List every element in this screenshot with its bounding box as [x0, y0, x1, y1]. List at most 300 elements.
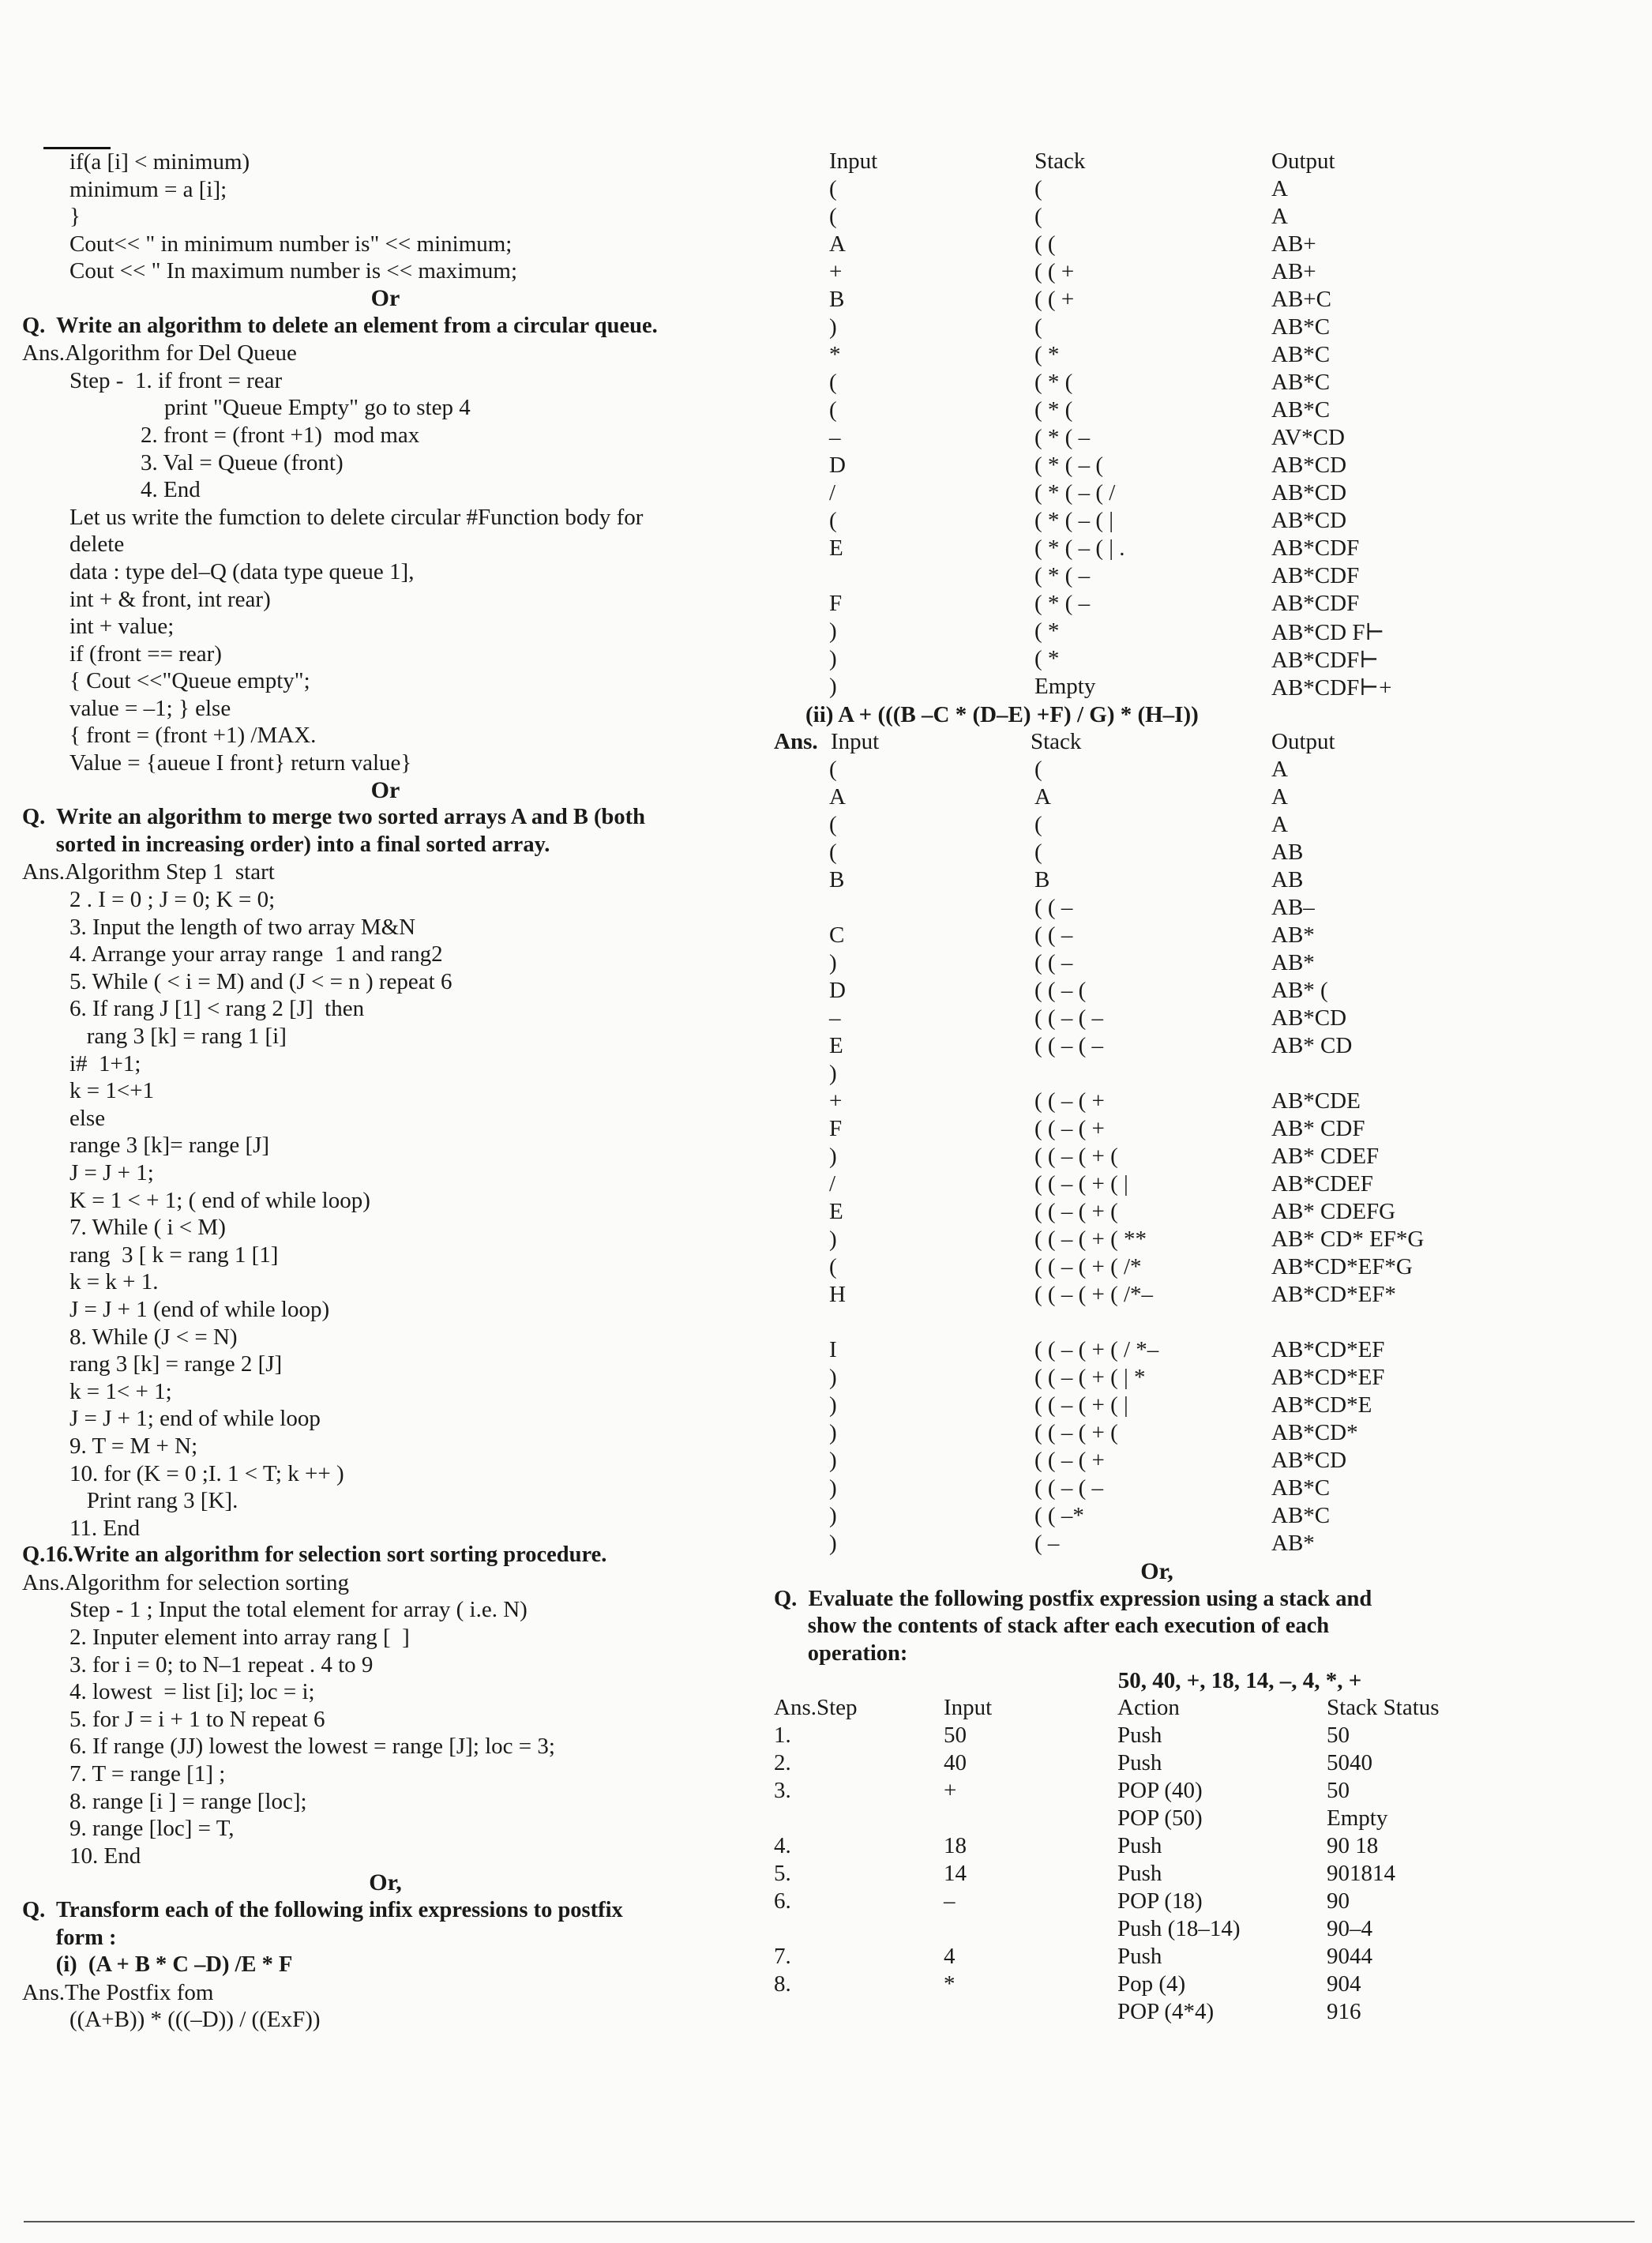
stack-cell: (: [1034, 812, 1042, 837]
answer-label: Ans.: [774, 729, 818, 754]
table-row: [774, 784, 1635, 812]
text-line: 2. Inputer element into array rang [ ]: [69, 1625, 410, 1651]
stack-cell: (: [1034, 840, 1042, 865]
table2-header-output: Output: [1271, 729, 1335, 754]
table3-header-action: Action: [1117, 1695, 1180, 1721]
input-cell: ): [829, 1531, 837, 1556]
text-line: 6. If range (JJ) lowest the lowest = range [J]; loc = 3;: [69, 1734, 555, 1760]
action-cell: POP (40): [1117, 1778, 1203, 1804]
text-line: 11. End: [69, 1515, 141, 1541]
output-cell: A: [1271, 176, 1288, 201]
output-cell: AB* CDEF: [1271, 1144, 1380, 1169]
stack-status-cell: 90 18: [1327, 1833, 1379, 1859]
text-line: Cout << " In maximum number is << maximum;: [69, 258, 518, 284]
input-cell: /: [829, 480, 836, 505]
table-row: [774, 1916, 1635, 1944]
table-row: [774, 1088, 1635, 1116]
input-cell: (: [829, 204, 837, 229]
input-cell: –: [944, 1888, 956, 1914]
text-line: 3. for i = 0; to N–1 repeat . 4 to 9: [69, 1651, 374, 1678]
stack-cell: A: [1034, 784, 1051, 810]
stack-cell: ( * ( – ( |: [1034, 508, 1114, 533]
stack-cell: ( * ( – ( | .: [1034, 535, 1125, 561]
output-cell: AB: [1271, 840, 1304, 865]
input-cell: (: [829, 812, 837, 837]
input-cell: D: [829, 453, 846, 478]
output-cell: AB+C: [1271, 287, 1331, 312]
input-cell: 4: [944, 1944, 956, 1970]
text-line: Let us write the fumction to delete circular #Function body for: [69, 504, 644, 530]
input-cell: ): [829, 1475, 837, 1501]
text-line: if(a [i] < minimum): [69, 149, 250, 175]
text-line: int + & front, int rear): [69, 586, 271, 612]
input-cell: ): [829, 1061, 837, 1086]
table1-header-input: Input: [829, 148, 878, 174]
table-row: [774, 618, 1635, 646]
text-line: k = 1< + 1;: [69, 1378, 172, 1404]
table-row: [774, 1144, 1635, 1171]
input-cell: ): [829, 646, 837, 671]
text-line: J = J + 1;: [69, 1159, 154, 1185]
step-cell: 6.: [774, 1888, 791, 1914]
expression-ii: (ii) A + (((B –C * (D–E) +F) / G) * (H–I)): [805, 702, 1199, 727]
output-cell: AB*CDF⊢+: [1271, 675, 1392, 701]
text-line: Ans.Algorithm Step 1 start: [22, 859, 275, 885]
stack-status-cell: 916: [1327, 1999, 1361, 2025]
stack-cell: (: [1034, 314, 1042, 340]
output-cell: AB* CD: [1271, 1033, 1353, 1058]
text-line: 3. Val = Queue (front): [141, 449, 344, 475]
table-row: [774, 563, 1635, 591]
stack-cell: ( ( – ( + ( | *: [1034, 1365, 1146, 1390]
table3-header-stack-status: Stack Status: [1327, 1695, 1440, 1721]
output-cell: AB*CD: [1271, 453, 1347, 478]
action-cell: Pop (4): [1117, 1971, 1186, 1997]
text-line: 5. for J = i + 1 to N repeat 6: [69, 1706, 325, 1732]
left-column: [22, 148, 749, 2034]
input-cell: 14: [944, 1861, 967, 1887]
question-line: operation:: [774, 1640, 908, 1666]
output-cell: AB*: [1271, 1531, 1315, 1556]
input-cell: ): [829, 1227, 837, 1252]
question-line: Q. Write an algorithm to merge two sorted arrays A and B (both: [22, 805, 645, 830]
stack-status-cell: 904: [1327, 1971, 1361, 1997]
or-separator: Or: [370, 284, 400, 311]
action-cell: Push (18–14): [1117, 1916, 1241, 1942]
text-line: 10. End: [69, 1843, 141, 1869]
input-cell: 40: [944, 1750, 967, 1776]
text-line: if (front == rear): [69, 641, 222, 667]
table3-header-input: Input: [944, 1695, 993, 1721]
input-cell: E: [829, 1199, 843, 1224]
table-row: [774, 1448, 1635, 1475]
output-cell: AB+: [1271, 259, 1316, 284]
stack-cell: ( ( – ( + ( |: [1034, 1171, 1128, 1197]
stack-cell: ( ( – ( –: [1034, 1005, 1103, 1031]
question-line: Q. Transform each of the following infix expressions to postfix: [22, 1898, 623, 1922]
table-row: [774, 1005, 1635, 1033]
table-row: [774, 1365, 1635, 1392]
text-line: ((A+B)) * (((–D)) / ((ExF)): [69, 2007, 321, 2033]
step-cell: 7.: [774, 1944, 791, 1970]
stack-cell: ( ( – ( + (: [1034, 1420, 1118, 1445]
table-row: [774, 1503, 1635, 1531]
text-line: int + value;: [69, 614, 175, 640]
input-cell: /: [829, 1171, 836, 1197]
output-cell: AB*CD*E: [1271, 1392, 1372, 1418]
infix-table-2: [774, 729, 1635, 1558]
table-row: [774, 1033, 1635, 1061]
question-line: Q. Evaluate the following postfix expression using a stack and: [774, 1586, 1372, 1611]
stack-cell: (: [1034, 204, 1042, 229]
text-line: else: [69, 1105, 106, 1131]
stack-cell: ( *: [1034, 646, 1060, 671]
table-row: [774, 453, 1635, 480]
stack-cell: ( * ( –: [1034, 563, 1091, 588]
input-cell: ): [829, 1503, 837, 1528]
input-cell: (: [829, 397, 837, 423]
stack-cell: ( ( – ( + ( / *–: [1034, 1337, 1159, 1362]
table-row: [774, 1888, 1635, 1916]
stack-status-cell: 90–4: [1327, 1916, 1372, 1942]
table-row: [774, 950, 1635, 978]
output-cell: AB*CDF: [1271, 591, 1360, 616]
table-row: [774, 1171, 1635, 1199]
stack-status-cell: 50: [1327, 1723, 1350, 1749]
output-cell: AB* (: [1271, 978, 1328, 1003]
table-row: [774, 1392, 1635, 1420]
table-row: [774, 1199, 1635, 1227]
stack-cell: ( ( – ( + (: [1034, 1199, 1118, 1224]
table-row: [774, 1116, 1635, 1144]
table-row: [774, 1475, 1635, 1503]
table1-header-stack: Stack: [1034, 148, 1086, 174]
input-cell: H: [829, 1282, 846, 1307]
text-line: k = k + 1.: [69, 1269, 159, 1295]
output-cell: AB* CDF: [1271, 1116, 1365, 1141]
action-cell: Push: [1117, 1723, 1162, 1749]
question-line: form :: [22, 1925, 117, 1950]
output-cell: AB*: [1271, 950, 1315, 975]
stack-cell: ( ( – ( + (: [1034, 1144, 1118, 1169]
output-cell: AB*C: [1271, 1503, 1331, 1528]
step-cell: 1.: [774, 1723, 791, 1749]
stack-status-cell: 901814: [1327, 1861, 1395, 1887]
table2-header: [774, 729, 1635, 757]
stack-cell: ( ( – ( –: [1034, 1033, 1103, 1058]
action-cell: POP (50): [1117, 1805, 1203, 1832]
stack-cell: ( ( +: [1034, 259, 1075, 284]
table-row: [774, 1061, 1635, 1088]
output-cell: AB*CD: [1271, 1448, 1347, 1473]
stack-status-cell: Empty: [1327, 1805, 1388, 1832]
table1-header-output: Output: [1271, 148, 1335, 174]
table-row: [774, 1971, 1635, 1999]
step-cell: 5.: [774, 1861, 791, 1887]
text-line: rang 3 [k] = range 2 [J]: [69, 1351, 283, 1377]
table-row: [774, 535, 1635, 563]
text-line: 3. Input the length of two array M&N: [69, 914, 416, 940]
output-cell: AB: [1271, 867, 1304, 892]
text-line: 8. While (J < = N): [69, 1324, 238, 1350]
stack-cell: ( ( – ( –: [1034, 1475, 1103, 1501]
question-line: Q. Write an algorithm to delete an element from a circular queue.: [22, 313, 658, 338]
stack-cell: ( ( –: [1034, 895, 1073, 920]
table-row: [774, 646, 1635, 674]
text-line: data : type del–Q (data type queue 1],: [69, 558, 415, 584]
table-row: [774, 1750, 1635, 1778]
text-line: Ans.The Postfix fom: [22, 1979, 214, 2005]
output-cell: AV*CD: [1271, 425, 1345, 450]
stack-status-cell: 5040: [1327, 1750, 1372, 1776]
input-cell: B: [829, 867, 845, 892]
text-line: K = 1 < + 1; ( end of while loop): [69, 1187, 370, 1213]
table2-header-stack: Stack: [1031, 729, 1082, 754]
stack-cell: ( ( – ( +: [1034, 1088, 1105, 1114]
table-row: [774, 1723, 1635, 1750]
text-line: Cout<< " in minimum number is" << minimum;: [69, 231, 512, 257]
input-cell: ): [829, 1448, 837, 1473]
or-separator: Or,: [1140, 1558, 1173, 1584]
stack-cell: ( ( –*: [1034, 1503, 1084, 1528]
table-row: [774, 812, 1635, 840]
output-cell: AB*C: [1271, 1475, 1331, 1501]
output-cell: AB*CDF⊢: [1271, 648, 1380, 673]
output-cell: AB*C: [1271, 370, 1331, 395]
input-cell: D: [829, 978, 846, 1003]
table-row: [774, 867, 1635, 895]
table-row: [774, 1999, 1635, 2027]
text-line: Step - 1 ; Input the total element for array ( i.e. N): [69, 1597, 528, 1623]
postfix-expression: 50, 40, +, 18, 14, –, 4, *, +: [1117, 1668, 1362, 1694]
input-cell: +: [829, 259, 843, 284]
input-cell: +: [829, 1088, 843, 1114]
text-line: Ans.Algorithm for selection sorting: [22, 1569, 350, 1595]
text-line: Value = {aueue I front} return value}: [69, 750, 412, 776]
stack-cell: ( ( – ( +: [1034, 1448, 1105, 1473]
input-cell: E: [829, 1033, 843, 1058]
table-row: [774, 895, 1635, 922]
step-cell: 3.: [774, 1778, 791, 1804]
output-cell: AB*CD*EF*G: [1271, 1254, 1413, 1279]
stack-cell: ( ( – ( + ( **: [1034, 1227, 1147, 1252]
table-row: [774, 978, 1635, 1005]
input-cell: (: [829, 370, 837, 395]
text-line: Print rang 3 [K].: [69, 1488, 238, 1514]
input-cell: A: [829, 784, 846, 810]
input-cell: ): [829, 1392, 837, 1418]
output-cell: AB*CD*EF: [1271, 1337, 1385, 1362]
stack-cell: ( *: [1034, 618, 1060, 644]
stack-cell: Empty: [1034, 674, 1096, 699]
step-cell: 8.: [774, 1971, 791, 1997]
table1-header: [774, 148, 1635, 176]
text-line: i# 1+1;: [69, 1050, 141, 1076]
text-line: 8. range [i ] = range [loc];: [69, 1788, 307, 1814]
stack-cell: ( ( – ( + ( |: [1034, 1392, 1128, 1418]
output-cell: AB*C: [1271, 314, 1331, 340]
right-column: [774, 148, 1635, 2027]
question-line: show the contents of stack after each execution of each: [774, 1614, 1330, 1639]
input-cell: (: [829, 1254, 837, 1279]
stack-cell: ( ( –: [1034, 950, 1073, 975]
table3-header: [774, 1695, 1635, 1723]
text-line: J = J + 1; end of while loop: [69, 1406, 321, 1432]
action-cell: POP (4*4): [1117, 1999, 1215, 2025]
input-cell: *: [944, 1971, 956, 1997]
output-cell: AB–: [1271, 895, 1315, 920]
input-cell: E: [829, 535, 843, 561]
text-line: }: [69, 204, 81, 230]
input-cell: (: [829, 757, 837, 782]
output-cell: AB*CD F⊢: [1271, 620, 1385, 645]
input-cell: F: [829, 1116, 843, 1141]
table-row: [774, 370, 1635, 397]
table-row: [774, 259, 1635, 287]
table-row: [774, 480, 1635, 508]
stack-cell: ( * ( – (: [1034, 453, 1103, 478]
output-cell: AB*CDF: [1271, 563, 1360, 588]
output-cell: AB*CD: [1271, 508, 1347, 533]
table-row: [774, 1254, 1635, 1282]
stack-cell: ( ( – ( + ( /*: [1034, 1254, 1142, 1279]
stack-cell: ( * ( – ( /: [1034, 480, 1116, 505]
table-row: [774, 1227, 1635, 1254]
table2-header-input: Input: [831, 729, 880, 754]
output-cell: AB*CDEF: [1271, 1171, 1373, 1197]
input-cell: ): [829, 618, 837, 644]
stack-cell: (: [1034, 757, 1042, 782]
input-cell: ): [829, 314, 837, 340]
table-row: [774, 425, 1635, 453]
text-line: delete: [69, 532, 125, 558]
output-cell: A: [1271, 784, 1288, 810]
table-row: [774, 342, 1635, 370]
stack-cell: ( * (: [1034, 397, 1073, 423]
input-cell: I: [829, 1337, 837, 1362]
action-cell: POP (18): [1117, 1888, 1203, 1914]
output-cell: AB*C: [1271, 342, 1331, 367]
text-line: { front = (front +1) /MAX.: [69, 723, 317, 749]
or-separator: Or: [370, 776, 400, 803]
stack-cell: ( –: [1034, 1531, 1060, 1556]
stack-cell: B: [1034, 867, 1050, 892]
text-line: range 3 [k]= range [J]: [69, 1133, 270, 1159]
stack-cell: ( (: [1034, 231, 1056, 257]
text-line: 5. While ( < i = M) and (J < = n ) repeat 6: [69, 968, 452, 994]
output-cell: A: [1271, 757, 1288, 782]
table-row: [774, 231, 1635, 259]
text-line: minimum = a [i];: [69, 176, 227, 202]
input-cell: A: [829, 231, 846, 257]
text-line: 2 . I = 0 ; J = 0; K = 0;: [69, 887, 276, 913]
text-line: 9. range [loc] = T,: [69, 1816, 235, 1842]
text-line: rang 3 [ k = rang 1 [1]: [69, 1242, 279, 1268]
action-cell: Push: [1117, 1750, 1162, 1776]
table-row: [774, 1861, 1635, 1888]
text-line: { Cout <<"Queue empty";: [69, 668, 310, 694]
output-cell: A: [1271, 812, 1288, 837]
table-row: [774, 176, 1635, 204]
stack-cell: ( *: [1034, 342, 1060, 367]
input-cell: F: [829, 591, 843, 616]
table-row: [774, 1805, 1635, 1833]
question-line: sorted in increasing order) into a final sorted array.: [22, 832, 550, 857]
stack-cell: ( * ( –: [1034, 425, 1091, 450]
action-cell: Push: [1117, 1861, 1162, 1887]
table-row: [774, 1833, 1635, 1861]
output-cell: A: [1271, 204, 1288, 229]
input-cell: ): [829, 950, 837, 975]
output-cell: AB+: [1271, 231, 1316, 257]
stack-status-cell: 90: [1327, 1888, 1350, 1914]
output-cell: AB*CD*EF: [1271, 1365, 1385, 1390]
stack-status-cell: 50: [1327, 1778, 1350, 1804]
input-cell: *: [829, 342, 841, 367]
stack-cell: ( ( – ( +: [1034, 1116, 1105, 1141]
stack-cell: ( ( – ( + ( /*–: [1034, 1282, 1154, 1307]
question-line: Q.16.Write an algorithm for selection sort sorting procedure.: [22, 1542, 607, 1568]
table-row: [774, 314, 1635, 342]
table-row: [774, 1309, 1635, 1337]
input-cell: 50: [944, 1723, 967, 1749]
table-row: [774, 591, 1635, 618]
action-cell: Push: [1117, 1944, 1162, 1970]
output-cell: AB*: [1271, 922, 1315, 948]
table-row: [774, 922, 1635, 950]
text-line: Ans.Algorithm for Del Queue: [22, 340, 297, 366]
question-line: (i) (A + B * C –D) /E * F: [22, 1952, 293, 1978]
input-cell: B: [829, 287, 845, 312]
text-line: J = J + 1 (end of while loop): [69, 1296, 330, 1322]
input-cell: –: [829, 1005, 841, 1031]
text-line: 7. While ( i < M): [69, 1215, 226, 1241]
input-cell: ): [829, 1365, 837, 1390]
table-row: [774, 1531, 1635, 1558]
text-line: 10. for (K = 0 ;I. 1 < T; k ++ ): [69, 1460, 344, 1486]
output-cell: AB*CD*EF*: [1271, 1282, 1396, 1307]
input-cell: ): [829, 674, 837, 699]
table3-header-step: Ans.Step: [774, 1695, 858, 1721]
text-line: 2. front = (front +1) mod max: [141, 422, 420, 448]
stack-status-cell: 9044: [1327, 1944, 1372, 1970]
question-evaluate-postfix: [774, 1586, 1635, 1668]
input-cell: +: [944, 1778, 957, 1804]
input-cell: –: [829, 425, 841, 450]
stack-cell: (: [1034, 176, 1042, 201]
table-row: [774, 1420, 1635, 1448]
bottom-rule: [24, 2221, 1635, 2222]
table-row: [774, 1778, 1635, 1805]
input-cell: ): [829, 1144, 837, 1169]
output-cell: AB*CD: [1271, 480, 1347, 505]
output-cell: AB*CDE: [1271, 1088, 1361, 1114]
output-cell: AB* CD* EF*G: [1271, 1227, 1425, 1252]
text-line: 4. lowest = list [i]; loc = i;: [69, 1679, 315, 1705]
input-cell: (: [829, 176, 837, 201]
or-separator: Or,: [369, 1869, 402, 1896]
output-cell: AB*CD*: [1271, 1420, 1358, 1445]
text-line: print "Queue Empty" go to step 4: [164, 395, 471, 421]
text-line: Step - 1. if front = rear: [69, 367, 283, 393]
output-cell: AB* CDEFG: [1271, 1199, 1396, 1224]
stack-cell: ( ( – (: [1034, 978, 1087, 1003]
input-cell: ): [829, 1420, 837, 1445]
step-cell: 2.: [774, 1750, 791, 1776]
text-line: 6. If rang J [1] < rang 2 [J] then: [69, 996, 365, 1022]
input-cell: 18: [944, 1833, 967, 1859]
stack-cell: ( ( +: [1034, 287, 1075, 312]
